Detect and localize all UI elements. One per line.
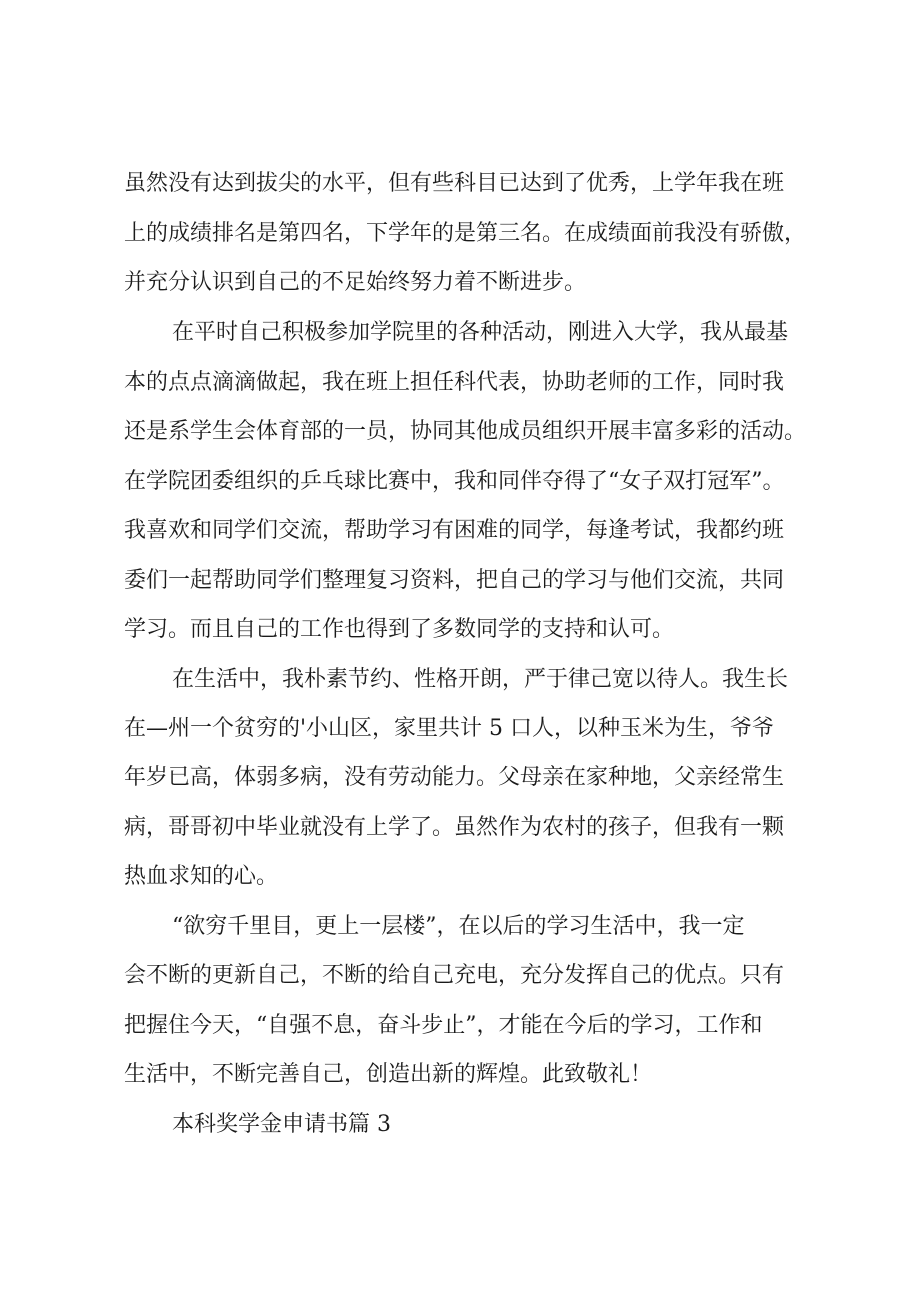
paragraph-2-line-1: 在平时自己积极参加学院里的各种活动，刚进入大学，我从最基 (172, 320, 789, 345)
paragraph-4-line-2: 会不断的更新自己，不断的给自己充电，充分发挥自己的优点。只有 (124, 963, 785, 988)
paragraph-3-line-5: 热血求知的心。 (124, 864, 279, 889)
paragraph-4-line-1: “欲穷千里目，更上一层楼”，在以后的学习生活中，我一定 (172, 914, 745, 939)
paragraph-2-line-6: 委们一起帮助同学们整理复习资料，把自己的学习与他们交流，共同 (124, 568, 785, 593)
paragraph-2-line-2: 本的点点滴滴做起，我在班上担任科代表，协助老师的工作，同时我 (124, 370, 785, 395)
paragraph-2-line-4: 在学院团委组织的乒乓球比赛中，我和同伴夺得了“女子双打冠军”。 (124, 469, 785, 494)
paragraph-1-line-3: 并充分认识到自己的不足始终努力着不断进步。 (124, 270, 587, 295)
section-heading: 本科奖学金申请书篇 3 (172, 1112, 391, 1137)
paragraph-1-line-2: 上的成绩排名是第四名，下学年的是第三名。在成绩面前我没有骄傲， (124, 221, 807, 246)
paragraph-2-line-5: 我喜欢和同学们交流，帮助学习有困难的同学，每逢考试，我都约班 (124, 518, 785, 543)
paragraph-3-line-1: 在生活中，我朴素节约、性格开朗，严于律己宽以待人。我生长 (172, 667, 789, 692)
paragraph-3-line-3: 年岁已高，体弱多病，没有劳动能力。父母亲在家种地，父亲经常生 (124, 765, 785, 790)
paragraph-3-line-2: 在—州一个贫穷的'小山区，家里共计 5 口人，以种玉米为生，爷爷 (124, 716, 775, 741)
paragraph-1-line-1: 虽然没有达到拔尖的水平，但有些科目已达到了优秀，上学年我在班 (124, 171, 785, 196)
paragraph-3-line-4: 病，哥哥初中毕业就没有上学了。虽然作为农村的孩子，但我有一颗 (124, 815, 785, 840)
paragraph-4-line-3: 把握住今天，“自强不息，奋斗步止”，才能在今后的学习，工作和 (124, 1013, 763, 1038)
paragraph-2-line-3: 还是系学生会体育部的一员，协同其他成员组织开展丰富多彩的活动。 (124, 419, 807, 444)
paragraph-2-line-7: 学习。而且自己的工作也得到了多数同学的支持和认可。 (124, 617, 675, 642)
paragraph-4-line-4: 生活中，不断完善自己，创造出新的辉煌。此致敬礼！ (124, 1062, 653, 1087)
